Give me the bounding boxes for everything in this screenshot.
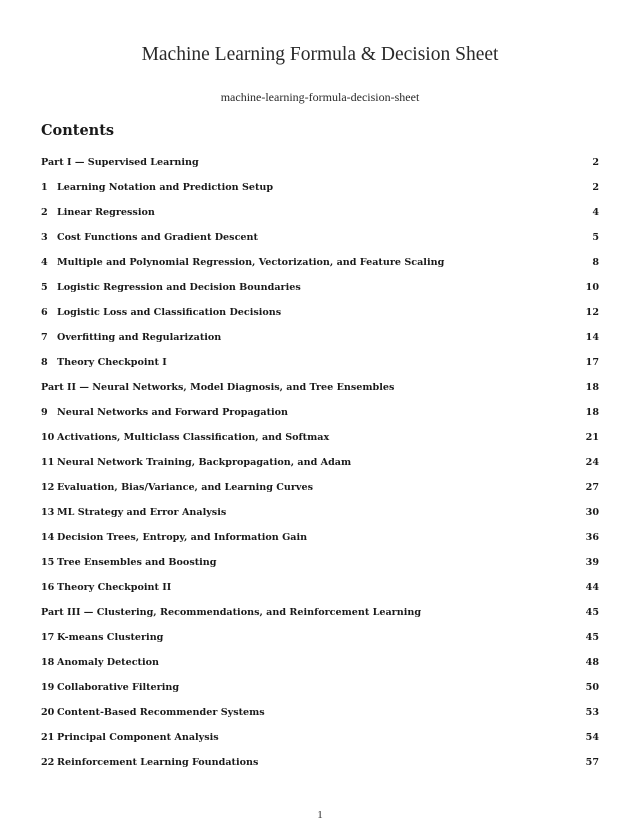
toc-section-entry[interactable] — [41, 500, 599, 525]
toc-entry-page: 5 — [592, 232, 599, 243]
toc-section-entry[interactable] — [41, 425, 599, 450]
toc-entry-label: Neural Network Training, Backpropagation, and Adam — [57, 457, 352, 468]
toc-entry-number: 10 — [41, 432, 55, 443]
toc-entry-page: 24 — [585, 457, 599, 468]
toc-part-entry[interactable] — [41, 150, 599, 175]
document-subtitle: machine-learning-formula-decision-sheet — [220, 90, 420, 104]
toc-entry-label: K-means Clustering — [57, 632, 164, 643]
toc-section-entry[interactable] — [41, 725, 599, 750]
toc-entry-number: 20 — [41, 707, 55, 718]
toc-section-entry[interactable] — [41, 300, 599, 325]
toc-entry-number: 15 — [41, 557, 55, 568]
toc-entry-page: 18 — [585, 407, 599, 418]
toc-entry-label: Learning Notation and Prediction Setup — [57, 182, 274, 193]
toc-entry-label: Cost Functions and Gradient Descent — [57, 232, 258, 243]
toc-entry-page: 2 — [592, 182, 599, 193]
toc-section-entry[interactable] — [41, 400, 599, 425]
toc-entry-page: 10 — [585, 282, 599, 293]
toc-entry-label: Logistic Loss and Classification Decisions — [57, 307, 282, 318]
toc-entry-number: 12 — [41, 482, 55, 493]
toc-section-entry[interactable] — [41, 175, 599, 200]
toc-entry-label: Neural Networks and Forward Propagation — [57, 407, 289, 418]
toc-entry-label: Anomaly Detection — [57, 657, 159, 668]
toc-entry-page: 57 — [585, 757, 599, 768]
toc-entry-page: 30 — [585, 507, 599, 518]
toc-entry-label: Decision Trees, Entropy, and Information Gain — [57, 532, 308, 543]
toc-section-entry[interactable] — [41, 650, 599, 675]
toc-entry-page: 14 — [585, 332, 599, 343]
toc-entry-page: 17 — [585, 357, 599, 368]
toc-entry-label: Logistic Regression and Decision Boundaries — [57, 282, 301, 293]
toc-entry-number: 3 — [41, 232, 48, 243]
toc-section-entry[interactable] — [41, 475, 599, 500]
contents-heading: Contents — [41, 122, 115, 139]
toc-entry-page: 18 — [585, 382, 599, 393]
toc-entry-number: 11 — [41, 457, 55, 468]
toc-section-entry[interactable] — [41, 200, 599, 225]
toc-section-entry[interactable] — [41, 450, 599, 475]
toc-entry-label: Part II — Neural Networks, Model Diagnosis, and Tree Ensembles — [41, 382, 395, 393]
toc-entry-label: Activations, Multiclass Classification, and Softmax — [57, 432, 330, 443]
table-of-contents — [41, 150, 599, 775]
toc-entry-number: 4 — [41, 257, 48, 268]
toc-entry-number: 21 — [41, 732, 55, 743]
toc-entry-label: Part III — Clustering, Recommendations, and Reinforcement Learning — [41, 607, 422, 618]
toc-part-entry[interactable] — [41, 600, 599, 625]
toc-entry-number: 7 — [41, 332, 48, 343]
toc-section-entry[interactable] — [41, 550, 599, 575]
toc-section-entry[interactable] — [41, 275, 599, 300]
toc-entry-label: Reinforcement Learning Foundations — [57, 757, 259, 768]
toc-entry-page: 53 — [585, 707, 599, 718]
toc-entry-page: 27 — [585, 482, 599, 493]
toc-entry-number: 17 — [41, 632, 55, 643]
toc-entry-number: 6 — [41, 307, 48, 318]
toc-entry-number: 1 — [41, 182, 48, 193]
toc-entry-label: Principal Component Analysis — [57, 732, 219, 743]
toc-entry-page: 2 — [592, 157, 599, 168]
toc-entry-page: 50 — [585, 682, 599, 693]
toc-entry-page: 54 — [585, 732, 599, 743]
toc-section-entry[interactable] — [41, 350, 599, 375]
toc-entry-label: Content-Based Recommender Systems — [57, 707, 265, 718]
toc-entry-number: 16 — [41, 582, 55, 593]
toc-entry-label: ML Strategy and Error Analysis — [57, 507, 227, 518]
toc-section-entry[interactable] — [41, 675, 599, 700]
document-title: Machine Learning Formula & Decision Sheet — [141, 44, 499, 65]
toc-entry-page: 39 — [585, 557, 599, 568]
toc-entry-number: 14 — [41, 532, 55, 543]
toc-entry-page: 48 — [585, 657, 599, 668]
toc-entry-label: Collaborative Filtering — [57, 682, 180, 693]
toc-entry-label: Tree Ensembles and Boosting — [57, 557, 217, 568]
toc-entry-page: 36 — [585, 532, 599, 543]
toc-section-entry[interactable] — [41, 625, 599, 650]
toc-entry-number: 19 — [41, 682, 55, 693]
toc-section-entry[interactable] — [41, 225, 599, 250]
toc-section-entry[interactable] — [41, 325, 599, 350]
toc-entry-page: 45 — [585, 607, 599, 618]
toc-entry-number: 8 — [41, 357, 48, 368]
toc-entry-page: 12 — [585, 307, 599, 318]
toc-entry-number: 2 — [41, 207, 48, 218]
toc-entry-page: 8 — [592, 257, 599, 268]
toc-entry-page: 45 — [585, 632, 599, 643]
toc-section-entry[interactable] — [41, 525, 599, 550]
page-number: 1 — [317, 809, 323, 821]
toc-entry-label: Evaluation, Bias/Variance, and Learning Curves — [57, 482, 313, 493]
toc-entry-label: Part I — Supervised Learning — [41, 157, 199, 168]
toc-entry-label: Theory Checkpoint II — [57, 582, 172, 593]
toc-entry-label: Overfitting and Regularization — [57, 332, 222, 343]
toc-entry-page: 44 — [585, 582, 599, 593]
toc-section-entry[interactable] — [41, 575, 599, 600]
toc-entry-page: 21 — [585, 432, 599, 443]
toc-entry-label: Theory Checkpoint I — [57, 357, 167, 368]
toc-entry-number: 5 — [41, 282, 48, 293]
toc-entry-number: 22 — [41, 757, 55, 768]
toc-section-entry[interactable] — [41, 700, 599, 725]
toc-entry-number: 13 — [41, 507, 55, 518]
toc-entry-label: Multiple and Polynomial Regression, Vectorization, and Feature Scaling — [57, 257, 445, 268]
toc-section-entry[interactable] — [41, 250, 599, 275]
toc-entry-number: 9 — [41, 407, 48, 418]
toc-part-entry[interactable] — [41, 375, 599, 400]
toc-section-entry[interactable] — [41, 750, 599, 775]
toc-entry-page: 4 — [592, 207, 599, 218]
toc-entry-label: Linear Regression — [57, 207, 155, 218]
toc-entry-number: 18 — [41, 657, 55, 668]
